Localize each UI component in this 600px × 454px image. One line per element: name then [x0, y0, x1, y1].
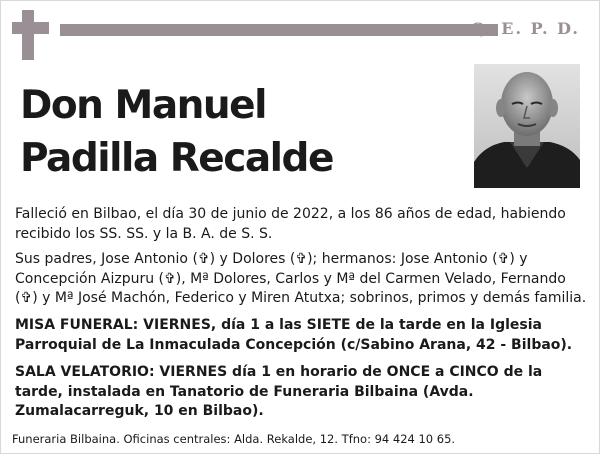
deceased-name-line1: Don Manuel: [20, 83, 266, 128]
wake-room-paragraph: SALA VELATORIO: VIERNES día 1 en horario de ONCE a CINCO de la tarde, instalada en Tanatorio de Funeraria Bilbaina (Avda. Zumalacarreguk, 10 en Bilbao).: [15, 364, 543, 419]
death-notice-paragraph: Falleció en Bilbao, el día 30 de junio de 2022, a los 86 años de edad, habiendo recibido los SS. SS. y la B. A. de S. S.: [15, 206, 566, 242]
funeral-home-footer: Funeraria Bilbaina. Oficinas centrales: Alda. Rekalde, 12. Tfno: 94 424 10 65.: [12, 432, 456, 446]
header-rule: [60, 24, 498, 36]
family-paragraph: Sus padres, Jose Antonio (✞) y Dolores (✞); hermanos: Jose Antonio (✞) y Concepción Aizpuru (✞), Mª Dolores, Carlos y Mª del Carmen Velado, Fernando (✞) y Mª José Machón, Federico y Miren Atutxa; sobrinos, primos y demás familia.: [15, 251, 587, 306]
portrait-photo: [474, 64, 580, 188]
deceased-name-line2: Padilla Recalde: [20, 136, 333, 181]
qepd-label: Q. E. P. D.: [470, 19, 580, 38]
funeral-mass-paragraph: MISA FUNERAL: VIERNES, día 1 a las SIETE de la tarde en la Iglesia Parroquial de La Inmaculada Concepción (c/Sabino Arana, 42 - Bilbao).: [15, 317, 573, 353]
